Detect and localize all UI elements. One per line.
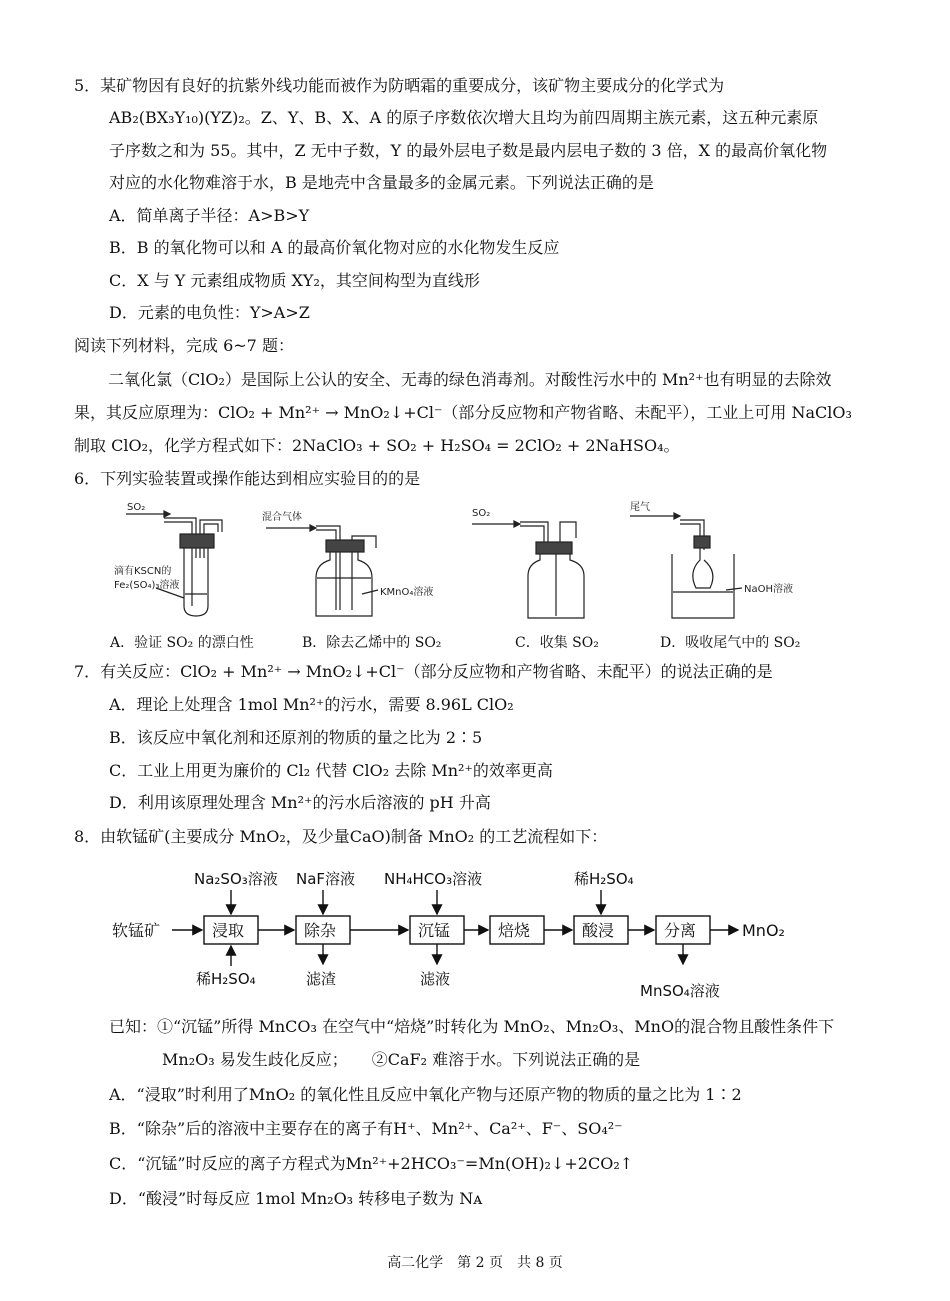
q8-option-b: B．“除杂”后的溶液中主要存在的离子有H⁺、Mn²⁺、Ca²⁺、F⁻、SO₄²⁻ <box>109 1119 623 1138</box>
flow-step-acid-leach: 酸浸 <box>582 921 615 940</box>
figure-b-caption: B．除去乙烯中的 SO₂ <box>302 635 442 651</box>
flow-step-precipitate: 沉锰 <box>418 921 451 940</box>
q8-known-line1: 已知：①“沉锰”所得 MnCO₃ 在空气中“焙烧”时转化为 MnO₂、Mn₂O₃、MnO的混合物且酸性条件下 <box>109 1017 835 1036</box>
flow-output-filtrate: 滤液 <box>420 970 451 988</box>
q7-option-b: B．该反应中氧化剂和还原剂的物质的量之比为 2∶5 <box>109 728 483 747</box>
reading-para-line1: 二氧化氯（ClO₂）是国际上公认的安全、无毒的绿色消毒剂。对酸性污水中的 Mn²⁺也有明显的去除效 <box>108 370 832 389</box>
flow-input-na2so3: Na₂SO₃溶液 <box>194 870 278 888</box>
figure-b-liquid-label: KMnO₄溶液 <box>380 587 434 598</box>
q5-stem-line4: 对应的水化物难溶于水，B 是地壳中含量最多的金属元素。下列说法正确的是 <box>109 173 654 192</box>
figure-d-liquid-label: NaOH溶液 <box>744 584 793 595</box>
q8-option-a: A．“浸取”时利用了MnO₂ 的氧化性且反应中氧化产物与还原产物的物质的量之比为 1∶2 <box>109 1085 742 1104</box>
figure-b-gas-label: 混合气体 <box>262 512 302 523</box>
figure-a-gas-label: SO₂ <box>127 502 146 513</box>
q7-stem: 7．有关反应：ClO₂ + Mn²⁺ → MnO₂↓+Cl⁻（部分反应物和产物省略、未配平）的说法正确的是 <box>74 662 773 681</box>
flow-start-label: 软锰矿 <box>112 921 161 940</box>
figure-d-beaker <box>630 513 742 618</box>
flow-input-nh4hco3: NH₄HCO₃溶液 <box>384 870 483 888</box>
q8-stem: 8．由软锰矿(主要成分 MnO₂，及少量CaO)制备 MnO₂ 的工艺流程如下： <box>74 827 608 846</box>
flow-input-naf: NaF溶液 <box>296 870 356 888</box>
figure-d-caption: D．吸收尾气中的 SO₂ <box>660 635 801 651</box>
reading-para-line3: 制取 ClO₂，化学方程式如下：2NaClO₃ + SO₂ + H₂SO₄ = 2ClO₂ + 2NaHSO₄。 <box>74 436 680 455</box>
figure-b-wash-bottle <box>266 525 378 616</box>
q7-option-c: C．工业上用更为廉价的 Cl₂ 代替 ClO₂ 去除 Mn²⁺的效率更高 <box>109 761 553 780</box>
flow-end-label: MnO₂ <box>742 921 785 940</box>
q5-option-a: A．简单离子半径：A>B>Y <box>109 206 310 225</box>
flow-step-purify: 除杂 <box>304 921 337 940</box>
reading-intro: 阅读下列材料，完成 6~7 题： <box>74 336 294 355</box>
q5-stem-line3: 子序数之和为 55。其中，Z 无中子数，Y 的最外层电子数是最内层电子数的 3 倍，X 的最高价氧化物 <box>109 141 828 160</box>
reading-para-line2: 果，其反应原理为：ClO₂ + Mn²⁺ → MnO₂↓+Cl⁻（部分反应物和产物省略、未配平），工业上可用 NaClO₃ <box>74 403 852 422</box>
figure-c-gas-label: SO₂ <box>472 508 491 519</box>
q8-option-c: C．“沉锰”时反应的离子方程式为Mn²⁺+2HCO₃⁻=Mn(OH)₂↓+2CO₂↑ <box>109 1154 634 1173</box>
q5-stem-line2: AB₂(BX₃Y₁₀)(YZ)₂。Z、Y、B、X、A 的原子序数依次增大且均为前四周期主族元素，这五种元素原 <box>109 108 819 127</box>
flow-step-separate: 分离 <box>664 921 697 940</box>
figure-c-collection-bottle <box>472 521 584 618</box>
q8-process-flowchart <box>100 860 820 1006</box>
page-footer: 高二化学 第 2 页 共 8 页 <box>387 1255 563 1271</box>
q6-apparatus-figures <box>100 498 820 626</box>
flow-output-mnso4: MnSO₄溶液 <box>640 982 720 1000</box>
flow-step-roast: 焙烧 <box>498 921 531 940</box>
flow-step-leach: 浸取 <box>212 921 245 940</box>
figure-a-liquid-label-1: 滴有KSCN的 <box>114 566 172 577</box>
flow-input-h2so4-bottom: 稀H₂SO₄ <box>196 970 256 988</box>
q5-option-d: D．元素的电负性：Y>A>Z <box>109 303 310 322</box>
figure-c-caption: C．收集 SO₂ <box>515 635 599 651</box>
q5-stem-line1: 5．某矿物因有良好的抗紫外线功能而被作为防晒霜的重要成分，该矿物主要成分的化学式为 <box>74 76 725 95</box>
flow-output-residue: 滤渣 <box>306 970 337 988</box>
figure-d-gas-label: 尾气 <box>630 502 650 513</box>
q7-option-d: D．利用该原理处理含 Mn²⁺的污水后溶液的 pH 升高 <box>109 793 491 812</box>
figure-a-test-tube <box>126 511 222 616</box>
q8-known-line2: Mn₂O₃ 易发生歧化反应； ②CaF₂ 难溶于水。下列说法正确的是 <box>162 1050 641 1069</box>
q8-option-d: D．“酸浸”时每反应 1mol Mn₂O₃ 转移电子数为 Nᴀ <box>109 1189 483 1208</box>
figure-a-liquid-label-2: Fe₂(SO₄)₃溶液 <box>114 580 180 591</box>
q6-stem: 6．下列实验装置或操作能达到相应实验目的的是 <box>74 469 421 488</box>
q5-option-b: B．B 的氧化物可以和 A 的最高价氧化物对应的水化物发生反应 <box>109 238 560 257</box>
q7-option-a: A．理论上处理含 1mol Mn²⁺的污水，需要 8.96L ClO₂ <box>109 695 514 714</box>
flow-input-h2so4-top: 稀H₂SO₄ <box>574 870 634 888</box>
figure-a-caption: A．验证 SO₂ 的漂白性 <box>110 635 254 651</box>
q5-option-c: C．X 与 Y 元素组成物质 XY₂，其空间构型为直线形 <box>109 271 480 290</box>
